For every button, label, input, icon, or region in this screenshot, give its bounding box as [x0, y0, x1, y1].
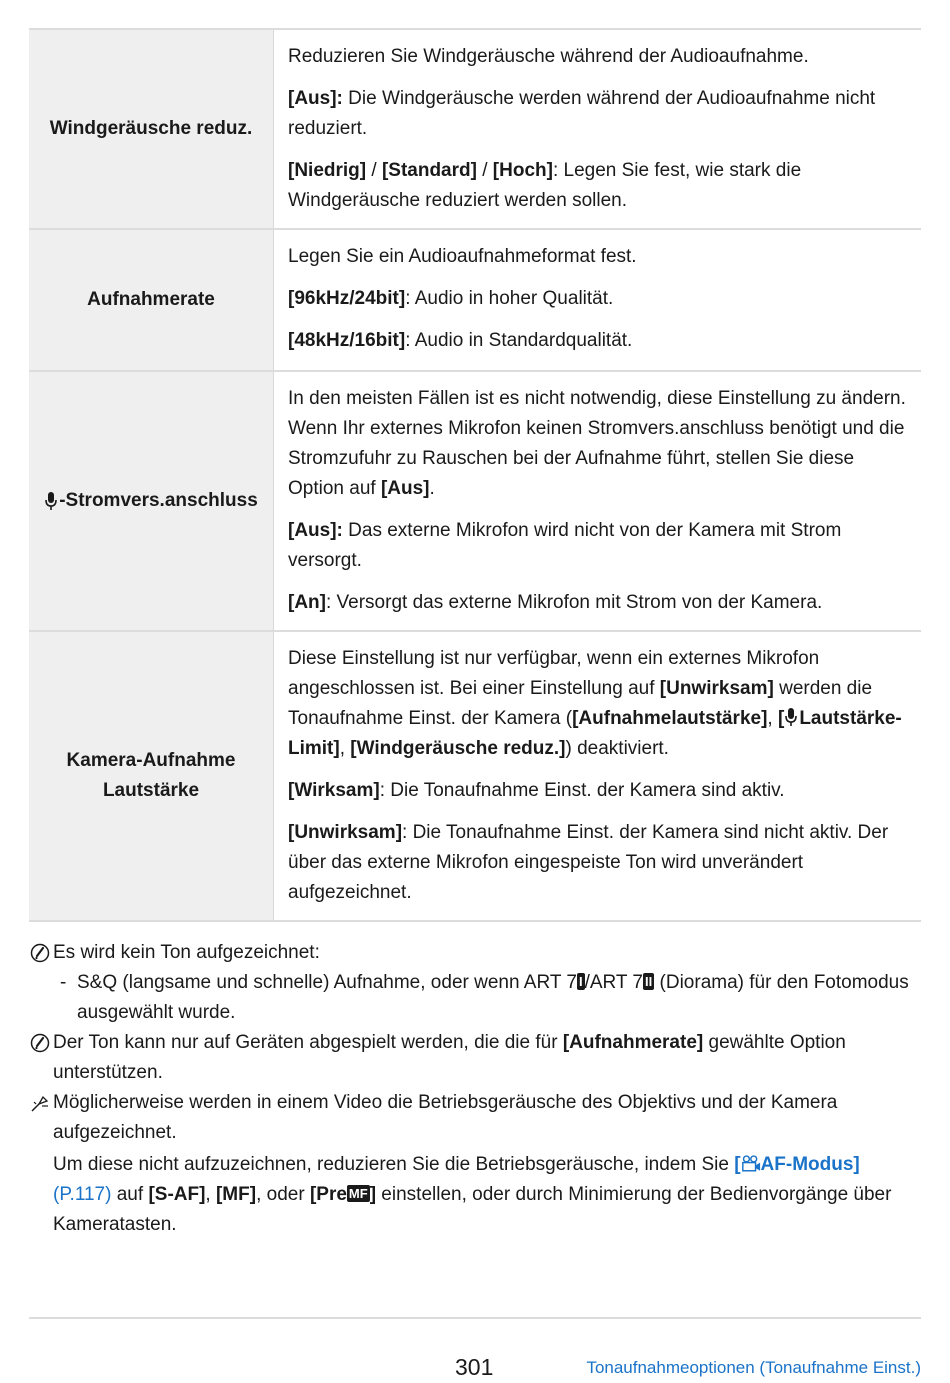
table-row: [29, 372, 921, 632]
setting-description: [274, 372, 921, 630]
intro-text: In den meisten Fällen ist es nicht notwendig, diese Einstellung zu ändern. Wenn Ihr externes Mikrofon keinen Stromvers.anschluss benötigt und die Stromzufuhr zu Rauschen bei der Aufnahme führt, stellen Sie diese Option auf [Aus].: [288, 388, 906, 499]
option-text: [Wirksam]: Die Tonaufnahme Einst. der Kamera sind aktiv.: [288, 780, 785, 801]
table-row: [29, 30, 921, 230]
section-title-link[interactable]: Tonaufnahmeoptionen (Tonaufnahme Einst.): [586, 1358, 921, 1377]
tip-detail: Um diese nicht aufzuzeichnen, reduzieren Sie die Betriebsgeräusche, indem Sie [ AF-Modus] (P.117) auf [S-AF], [MF], oder [Pre MF ] einstellen, oder durch Minimierung der Bedienvorgänge über Kameratasten.: [53, 1154, 892, 1235]
notes-section: [29, 938, 909, 1240]
table-row: [29, 632, 921, 922]
option-text: [Aus]: Die Windgeräusche werden während der Audioaufnahme nicht reduziert.: [288, 88, 876, 139]
setting-description: [274, 30, 921, 228]
caution-note: Der Ton kann nur auf Geräten abgespielt werden, die die für [Aufnahmerate] gewählte Option unterstützen.: [29, 1028, 909, 1088]
af-mode-link[interactable]: [ AF-Modus]: [734, 1154, 860, 1175]
table-row: [29, 230, 921, 372]
option-text: [Unwirksam]: Die Tonaufnahme Einst. der Kamera sind nicht aktiv. Der über das externe Mikrofon eingespeiste Ton wird unverändert aufgezeichnet.: [288, 822, 889, 903]
option-text: [Aus]: Das externe Mikrofon wird nicht von der Kamera mit Strom versorgt.: [288, 520, 842, 571]
tip-icon: [30, 1093, 50, 1113]
caution-icon: [30, 1033, 50, 1053]
movie-camera-icon: [741, 1155, 761, 1172]
intro-text: Legen Sie ein Audioaufnahmeformat fest.: [288, 246, 637, 267]
option-text: [48kHz/16bit]: Audio in Standardqualität.: [288, 330, 633, 351]
setting-label: Kamera-Aufnahme Lautstärke: [29, 632, 274, 920]
page-number: 301: [455, 1354, 494, 1380]
option-text: [96kHz/24bit]: Audio in hoher Qualität.: [288, 288, 614, 309]
page-reference-link[interactable]: (P.117): [53, 1184, 112, 1205]
art-ii-badge: II: [645, 974, 653, 989]
mf-badge: MF: [348, 1186, 368, 1201]
setting-label: Windgeräusche reduz.: [29, 30, 274, 228]
caution-icon: [30, 943, 50, 963]
caution-sub-item: - S&Q (langsame und schnelle) Aufnahme, oder wenn ART 7 I /ART 7 II (Diorama) für den Fotomodus ausgewählt wurde.: [60, 972, 909, 1023]
option-text: [An]: Versorgt das externe Mikrofon mit Strom von der Kamera.: [288, 592, 823, 613]
caution-note: Es wird kein Ton aufgezeichnet:: [29, 938, 909, 968]
intro-text: Reduzieren Sie Windgeräusche während der Audioaufnahme.: [288, 46, 809, 67]
settings-table: [29, 28, 921, 922]
intro-text: Diese Einstellung ist nur verfügbar, wenn ein externes Mikrofon angeschlossen ist. Bei einer Einstellung auf [Unwirksam] werden die Tonaufnahme Einst. der Kamera ([Aufnahmelautstärke], [ Lautstärke-Limit], [Windgeräusche reduz.]) deaktiviert.: [288, 648, 902, 759]
footer-divider: [29, 1317, 921, 1319]
setting-description: [274, 230, 921, 370]
microphone-icon: [44, 491, 58, 511]
setting-label: Aufnahmerate: [29, 230, 274, 370]
setting-label: -Stromvers.anschluss: [29, 372, 274, 630]
option-text: [Niedrig] / [Standard] / [Hoch]: Legen Sie fest, wie stark die Windgeräusche reduziert werden sollen.: [288, 160, 802, 211]
tip-note: Möglicherweise werden in einem Video die Betriebsgeräusche des Objektivs und der Kamera aufgezeichnet. Um diese nicht aufzuzeichnen, reduzieren Sie die Betriebsgeräusche, indem Sie [ AF-Modus] (P.117) auf [S-AF], [MF], oder [Pre MF ] einstellen, oder durch Minimierung der Bedienvorgänge über Kameratasten.: [29, 1088, 909, 1240]
microphone-icon: [784, 707, 798, 727]
setting-description: [274, 632, 921, 920]
art-i-badge: I: [578, 974, 583, 989]
